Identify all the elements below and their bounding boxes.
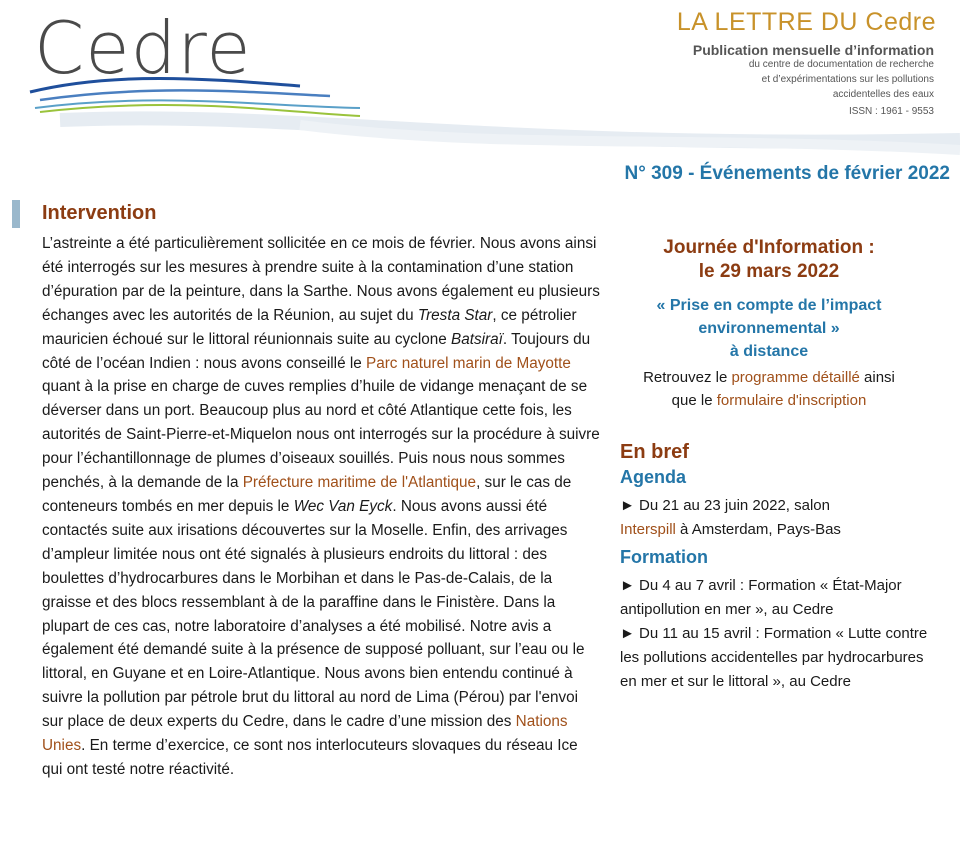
event-subtitle xyxy=(610,294,928,363)
body-text-segment: . Toujours du côté de l’océan Indien : nous avons conseillé le xyxy=(42,330,591,372)
publication-line: accidentelles des eaux xyxy=(832,89,934,100)
body-text-segment: , ce pétrolier mauricien échoué sur le littoral réunionnais suite au cyclone xyxy=(42,306,577,348)
en-bref-section xyxy=(620,440,940,694)
body-text-segment: , sur le cas de conteneurs tombés en mer depuis le xyxy=(42,474,572,515)
registration-form-link[interactable]: formulaire d'inscription xyxy=(716,392,867,409)
publication-line: du centre de documentation de recherche xyxy=(748,59,934,70)
event-heading xyxy=(610,236,928,284)
inline-link[interactable]: Nations Unies xyxy=(42,713,568,755)
event-box xyxy=(610,236,928,412)
body-text-segment: quant à la prise en charge de cuves remplies d’huile de vidange menaçant de se déverser dans un port. Beaucoup plus au nord et côté Atlantique cette fois, les autorités de Saint-Pierre-et-Miquelon nous ont interrogés sur la procédure à suivre pour l’échantillonnage de plumes d’oiseaux souillés. Puis nous nous sommes penchés, à la demande de la xyxy=(42,378,600,492)
cedre-logo: Cedre xyxy=(34,6,252,90)
event-text-middle: ainsi xyxy=(859,369,895,386)
formation-item: ► Du 4 au 7 avril : Formation « État-Major antipollution en mer », au Cedre xyxy=(620,577,902,618)
programme-link[interactable]: programme détaillé xyxy=(731,369,860,386)
italic-name: Wec Van Eyck xyxy=(293,497,393,515)
event-heading-date: le 29 mars 2022 xyxy=(698,261,840,282)
italic-name: Batsiraï xyxy=(451,330,503,348)
en-bref-title: En bref xyxy=(620,441,689,463)
body-text-segment: . Nous avons aussi été contactés suite aux irisations découvertes sur la Moselle. Enfin, des arrivages d’ampleur limitée nous ont été signalés à plusieurs endroits du littoral : des boulettes d’hydrocarbures dans le Morbihan et dans le Pas-de-Calais, de la graisse et des blocs ressemblant à de la paraffine dans le Finistère. Dans la plupart de ces cas, notre laboratoire d’analyses a été mobilisé. Notre avis a également été demandé suite à la présence de supposé polluant, sur l’eau ou le littoral, en Guyane et en Loire-Atlantique. Nous avons bien entendu continué à suivre la pollution par pétrole brut du littoral au nord de Lima (Pérou) par l'envoi sur place de deux experts du Cedre, dans le cadre d’une mission des xyxy=(42,497,585,731)
italic-name: Tresta Star xyxy=(417,306,493,324)
letter-title: LA LETTRE DU Cedre xyxy=(676,8,936,36)
intervention-title: Intervention xyxy=(42,202,157,224)
event-subtitle-line: à distance xyxy=(729,343,809,360)
agenda-item-text: ► Du 21 au 23 juin 2022, salon xyxy=(620,497,830,514)
intervention-body xyxy=(42,232,602,782)
header xyxy=(0,0,960,160)
body-text-segment: L’astreinte a été particulièrement sollicitée en ce mois de février. Nous avons ainsi été interrogés sur les mesures à prendre suite à la contamination d’une station d’épuration par de la peinture, dans la Sarthe. Nous avons également eu plusieurs échanges avec les autorités de la Réunion, au sujet du xyxy=(42,235,600,324)
event-text xyxy=(610,366,928,412)
event-heading-line: Journée d'Information : xyxy=(663,237,875,258)
formation-item: ► Du 11 au 15 avril : Formation « Lutte contre les pollutions accidentelles par hydrocarbures en mer et sur le littoral », au Cedre xyxy=(620,625,928,690)
agenda-item xyxy=(620,494,940,542)
issn: ISSN : 1961 - 9553 xyxy=(848,106,934,117)
agenda-item-location: à Amsterdam, Pays-Bas xyxy=(675,521,841,538)
event-text-line2: que le xyxy=(671,392,717,409)
interspill-link[interactable]: Interspill xyxy=(620,521,676,538)
issue-title: N° 309 - Événements de février 2022 xyxy=(624,163,950,184)
inline-link[interactable]: Préfecture maritime de l'Atlantique xyxy=(242,474,477,492)
section-marker xyxy=(12,200,20,228)
event-subtitle-line: « Prise en compte de l’impact xyxy=(656,297,882,314)
event-text-prefix: Retrouvez le xyxy=(643,369,732,386)
formation-title: Formation xyxy=(620,547,708,567)
publication-line: et d’expérimentations sur les pollutions xyxy=(761,74,934,85)
agenda-title: Agenda xyxy=(620,467,687,487)
body-text-segment: . En terme d’exercice, ce sont nos interlocuteurs slovaques du réseau Ice qui ont testé notre réactivité. xyxy=(42,737,578,778)
publication-title: Publication mensuelle d’information xyxy=(692,42,934,58)
event-subtitle-line: environnemental » xyxy=(698,320,840,337)
inline-link[interactable]: Parc naturel marin de Mayotte xyxy=(366,354,571,372)
